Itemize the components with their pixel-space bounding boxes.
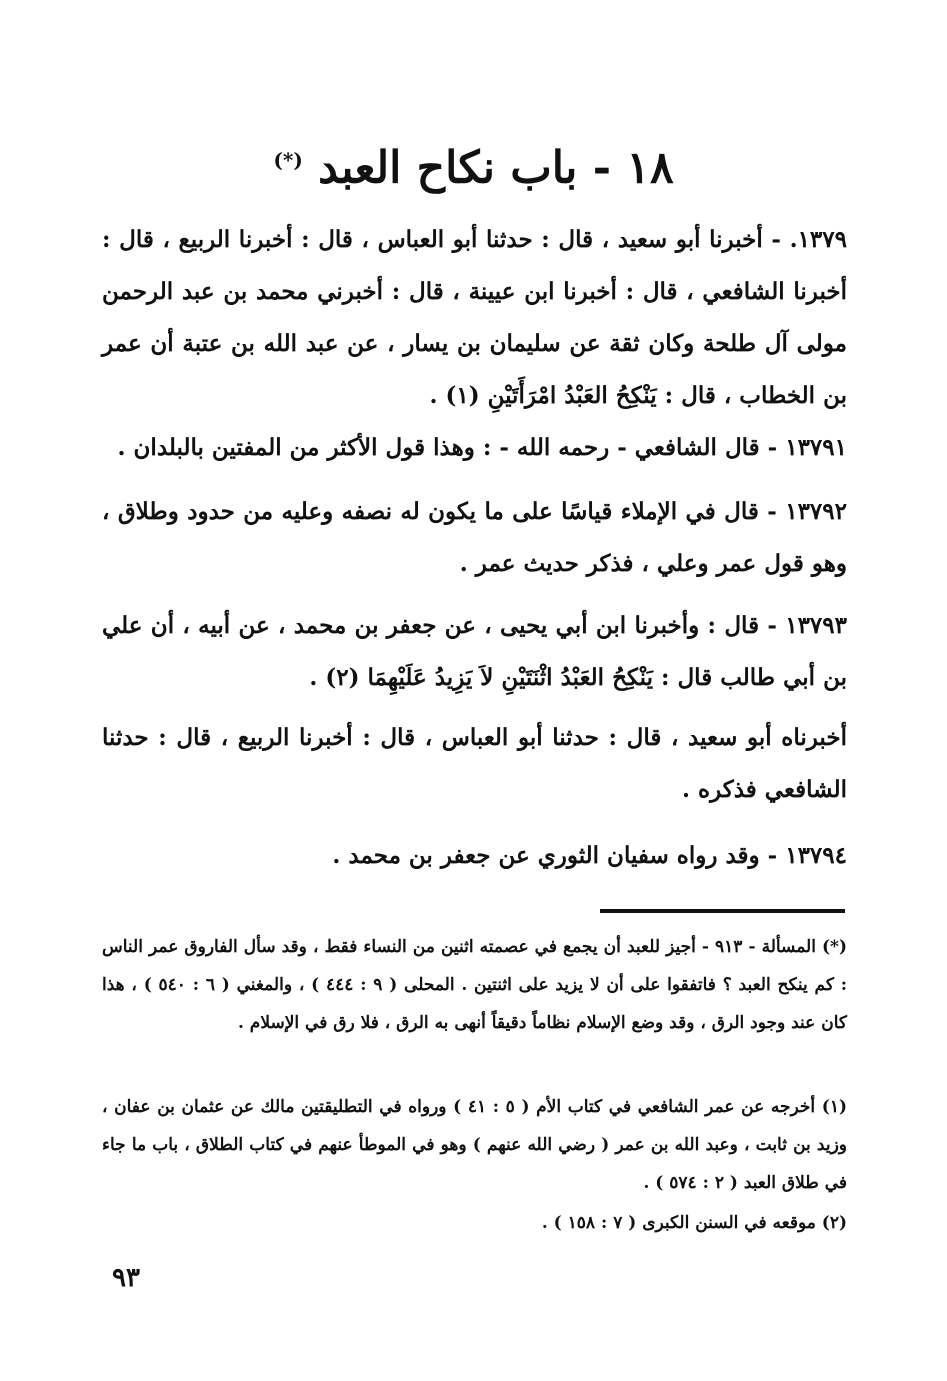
paragraph-13790: ١٣٧٩. - أخبرنا أبو سعيد ، قال : حدثنا أبو العباس ، قال : أخبرنا الربيع ، قال : أخبرنا الشافعي ، قال : أخبرنا ابن عيينة ، قال : أخبرني محمد بن عبد الرحمن مولى آل طلحة وكان ثقة عن سليمان بن يسار ، عن عبد الله بن عتبة أن عمر بن الخطاب ، قال : يَنْكِحُ العَبْدُ امْرَأَتَيْنِ (١) . bbox=[102, 226, 847, 409]
page-number: ٩٣ bbox=[112, 1263, 140, 1293]
paragraph-chain-of-narration: أخبرناه أبو سعيد ، قال : حدثنا أبو العباس ، قال : أخبرنا الربيع ، قال : حدثنا الشافعي فذكره . bbox=[102, 724, 847, 803]
footnote-1: (١) أخرجه عن عمر الشافعي في كتاب الأم ( ٥ : ٤١ ) ورواه في التطليقتين مالك عن عثمان بن عفان ، وزيد بن ثابت ، وعبد الله بن عمر ( رضي الله عنهم ) وهو في الموطأ عنهم في كتاب الطلاق ، باب ما جاء في طلاق العبد ( ٢ : ٥٧٤ ) . bbox=[102, 1097, 847, 1193]
chapter-title-text: ١٨ - باب نكاح العبد bbox=[318, 142, 674, 194]
paragraph-13792: ١٣٧٩٢ - قال في الإملاء قياسًا على ما يكون له نصفه وعليه من حدود وطلاق ، وهو قول عمر وعلي ، فذكر حديث عمر . bbox=[102, 498, 847, 577]
chapter-title-footnote-mark: (*) bbox=[273, 148, 303, 172]
footnote-2: (٢) موقعه في السنن الكبرى ( ٧ : ١٥٨ ) . bbox=[541, 1213, 847, 1233]
paragraph-13794: ١٣٧٩٤ - وقد رواه سفيان الثوري عن جعفر بن محمد . bbox=[332, 842, 847, 869]
paragraph-13793: ١٣٧٩٣ - قال : وأخبرنا ابن أبي يحيى ، عن جعفر بن محمد ، عن أبيه ، أن علي بن أبي طالب قال : يَنْكِحُ العَبْدُ اثْنَتَيْنِ لاَ يَزِيدُ عَلَيْهِمَا (٢) . bbox=[102, 612, 847, 691]
footnote-separator bbox=[600, 909, 845, 913]
footnote-star: (*) المسألة - ٩١٣ - أجيز للعبد أن يجمع في عصمته اثنين من النساء فقط ، وقد سأل الفاروق عمر الناس : كم ينكح العبد ؟ فاتفقوا على أن لا يزيد على اثنتين . المحلى ( ٩ : ٤٤٤ ) ، والمغني ( ٦ : ٥٤٠ ) ، هذا كان عند وجود الرق ، وقد وضع الإسلام نظاماً دقيقاً أنهى به الرق ، فلا رق في الإسلام . bbox=[102, 937, 847, 1033]
paragraph-13791: ١٣٧٩١ - قال الشافعي - رحمه الله - : وهذا قول الأكثر من المفتين بالبلدان . bbox=[117, 434, 847, 461]
chapter-title bbox=[0, 130, 947, 199]
